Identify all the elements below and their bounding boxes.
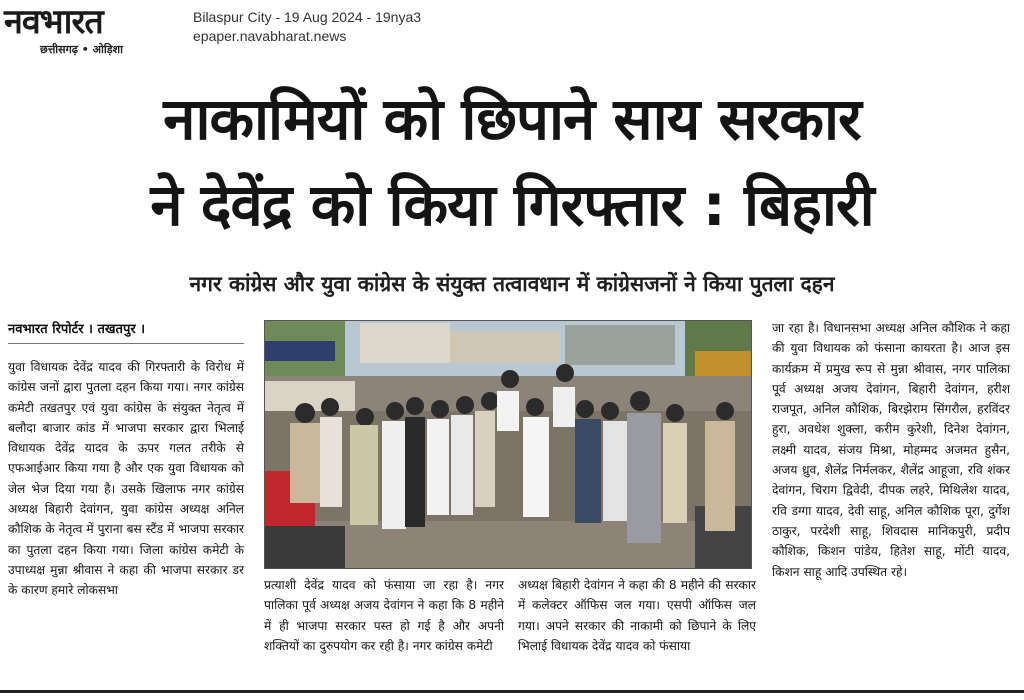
article-column-2b: [518, 575, 756, 656]
byline-divider: [8, 343, 244, 344]
headline-line-2: ने देवेंद्र को किया गिरफ्तार : बिहारी: [150, 171, 874, 239]
column-2b-text: अध्यक्ष बिहारी देवांगन ने कहा की 8 महीने की सरकार में कलेक्टर ऑफिस जल गया। एसपी ऑफिस जल गया। अपने सरकार की नाकामी को छिपाने के लिए भिलाई विधायक देवेंद्र यादव को फंसाया: [518, 578, 756, 653]
headline-line-1: नाकामियों को छिपाने साय सरकार: [163, 85, 861, 153]
edition-line: Bilaspur City - 19 Aug 2024 - 19nya3: [193, 9, 422, 25]
page-bottom-rule: [0, 690, 1024, 693]
logo-sub-text: छत्तीसगढ़ • ओड़िशा: [40, 43, 123, 56]
news-photo: [264, 320, 752, 569]
newspaper-logo: [4, 2, 176, 56]
byline: नवभारत रिपोर्टर । तखतपुर ।: [8, 322, 146, 337]
site-url: epaper.navabharat.news: [193, 28, 347, 44]
article-column-2a: [264, 575, 504, 656]
logo-main-text: नवभारत: [4, 2, 103, 42]
column-3-text: जा रहा है। विधानसभा अध्यक्ष अनिल कौशिक ने कहा की युवा विधायक को फंसाना कायरता है। आज इस कार्यक्रम में प्रमुख रूप से मुन्ना श्रीवास, नगर पालिका पूर्व अध्यक्ष अजय देवांगन, बिहारी देवांगन, हरीश राजपूत, अनिल कौशिक, बिरझेराम सिंगरौल, हरविंदर हुरा, अवधेश शुक्ला, करीम कुरेशी, दिनेश देवांगन, लक्ष्मी यादव, संजय मिश्रा, मोहम्मद अजमत हुसैन, अजय ध्रुव, शैलेंद्र निर्मलकर, शैलेंद्र आहूजा, रवि शंकर देवांगन, चिराग द्विवेदी, दीपक लहरे, मिथिलेश यादव, रवि डग्गा यादव, देवी साहू, अनिल कौशिक पूरा, दुर्गेश ठाकुर, परदेशी साहू, शिवदास मानिकपुरी, प्रदीप कौशिक, किशन पांडेय, हितेश साहू, मोंटी यादव, किशन साहू आदि उपस्थित रहे।: [772, 321, 1010, 579]
column-2a-text: प्रत्याशी देवेंद्र यादव को फंसाया जा रहा है। नगर पालिका पूर्व अध्यक्ष अजय देवांगन ने कहा कि 8 महीने में ही भाजपा सरकार पस्त हो गई है और अपनी शक्तियों का दुरुपयोग कर रही है। नगर कांग्रेस कमेटी: [264, 578, 504, 653]
masthead: [0, 0, 1024, 58]
article-column-3: [772, 318, 1010, 582]
subheadline: नगर कांग्रेस और युवा कांग्रेस के संयुक्त तत्वावधान में कांग्रेसजनों ने किया पुतला दहन: [189, 272, 835, 296]
edition-meta: [193, 8, 421, 46]
column-1-text: युवा विधायक देवेंद्र यादव की गिरफ्तारी के विरोध में कांग्रेस जनों द्वारा पुतला दहन किया गया। नगर कांग्रेस कमेटी तखतपुर एवं युवा कांग्रेस के संयुक्त नेतृत्व में बलौदा बाजार कांड में भाजपा सरकार द्वारा भिलाई विधायक देवेंद्र यादव के ऊपर गलत तरीके से एफआईआर किया गया है और एक युवा विधायक को जेल भेज दिया गया है। उसके खिलाफ नगर कांग्रेस अध्यक्ष बिहारी देवांगन, युवा कांग्रेस अध्यक्ष अनिल कौशिक के नेतृत्व में पुराना बस स्टैंड में भाजपा सरकार का पुतला दहन किया गया। जिला कांग्रेस कमेटी के उपाध्यक्ष मुन्ना श्रीवास ने कहा की भाजपा सरकार डर के कारण हमारे लोकसभा: [8, 360, 244, 598]
article-column-1: [8, 357, 244, 601]
